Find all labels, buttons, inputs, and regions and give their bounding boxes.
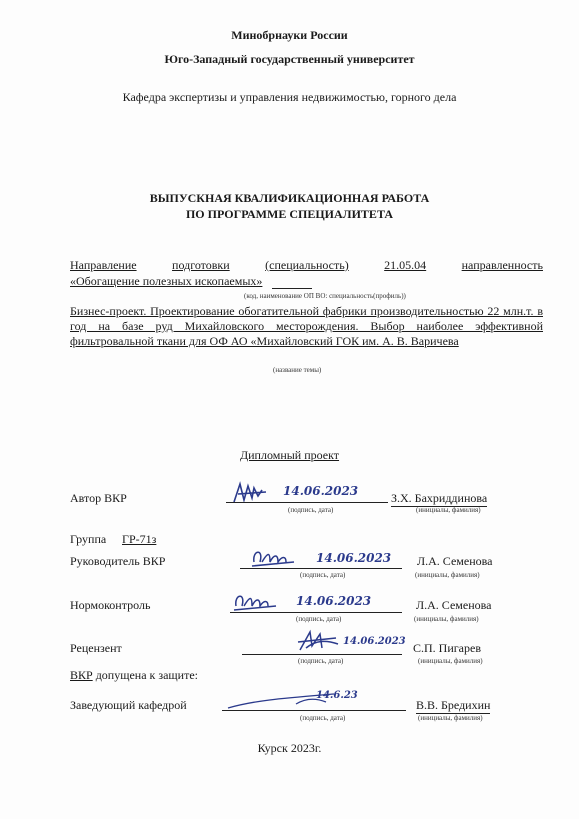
supervisor-date: 14.06.2023 — [316, 551, 392, 565]
normcontrol-label: Нормоконтроль — [70, 598, 151, 612]
admitted-word-1: ВКР — [70, 668, 93, 682]
work-title-line1: ВЫПУСКНАЯ КВАЛИФИКАЦИОННАЯ РАБОТА — [149, 191, 430, 205]
reviewer-signature-line — [242, 654, 402, 655]
author-sign-caption: (подпись, дата) — [288, 506, 334, 514]
reviewer-date: 14.06.2023 — [343, 636, 406, 647]
author-name: З.Х. Бахриддинова — [391, 491, 488, 505]
head-sign-caption: (подпись, дата) — [300, 714, 346, 722]
profile-underline — [272, 288, 312, 289]
direction-word-3: (специальность) — [265, 258, 349, 272]
direction-line — [70, 258, 543, 273]
direction-code: 21.05.04 — [384, 258, 427, 272]
reviewer-label: Рецензент — [70, 641, 122, 655]
admitted-word-2: допущена к защите: — [95, 668, 198, 682]
work-title-line2: ПО ПРОГРАММЕ СПЕЦИАЛИТЕТА — [185, 207, 394, 221]
normcontrol-signature-line — [230, 612, 402, 613]
head-date: 14.6.23 — [316, 690, 358, 701]
author-label: Автор ВКР — [70, 491, 127, 505]
supervisor-name: Л.А. Семенова — [417, 554, 493, 568]
supervisor-signature — [250, 542, 298, 570]
university-name: Юго-Западный государственный университет — [164, 52, 415, 66]
normcontrol-signature — [232, 586, 280, 614]
direction-caption: (код, наименование ОП ВО: специальность(профиль)) — [244, 292, 406, 300]
topic-caption: (название темы) — [273, 366, 322, 374]
direction-profile: «Обогащение полезных ископаемых» — [70, 274, 263, 288]
author-signature-line — [226, 502, 388, 503]
thesis-topic: Бизнес-проект. Проектирование обогатительной фабрики производительностью 22 млн.т. в год на базе руд Михайловского месторождения. Выбор наиболее эффективной фильтровальной ткани для ОФ АО «Михайловский ГОК им. А. В. Варичева — [70, 304, 543, 348]
normcontrol-date: 14.06.2023 — [296, 594, 372, 608]
author-name-caption: (инициалы, фамилия) — [416, 506, 481, 514]
reviewer-name: С.П. Пигарев — [413, 641, 481, 655]
direction-word-1: Направление — [70, 258, 137, 272]
reviewer-sign-caption: (подпись, дата) — [298, 657, 344, 665]
city-year: Курск 2023г. — [257, 741, 322, 755]
head-label: Заведующий кафедрой — [70, 698, 187, 712]
normcontrol-sign-caption: (подпись, дата) — [296, 615, 342, 623]
normcontrol-name-caption: (инициалы, фамилия) — [414, 615, 479, 623]
group-value: ГР-71з — [122, 532, 157, 546]
group-label: Группа — [70, 532, 107, 546]
normcontrol-name: Л.А. Семенова — [416, 598, 492, 612]
reviewer-signature — [296, 628, 342, 654]
author-date: 14.06.2023 — [283, 484, 359, 498]
direction-word-2: подготовки — [172, 258, 230, 272]
supervisor-signature-line — [240, 568, 402, 569]
head-name-caption: (инициалы, фамилия) — [418, 714, 483, 722]
admitted-line — [70, 668, 198, 683]
ministry-name: Минобрнауки России — [231, 28, 348, 42]
head-name: В.В. Бредихин — [416, 698, 491, 712]
direction-word-5: направленность — [461, 258, 543, 272]
work-type: Дипломный проект — [239, 448, 340, 462]
supervisor-sign-caption: (подпись, дата) — [300, 571, 346, 579]
supervisor-label: Руководитель ВКР — [70, 554, 166, 568]
supervisor-name-caption: (инициалы, фамилия) — [415, 571, 480, 579]
head-signature-line — [222, 710, 406, 711]
department-name: Кафедра экспертизы и управления недвижимостью, горного дела — [122, 90, 457, 104]
reviewer-name-caption: (инициалы, фамилия) — [418, 657, 483, 665]
